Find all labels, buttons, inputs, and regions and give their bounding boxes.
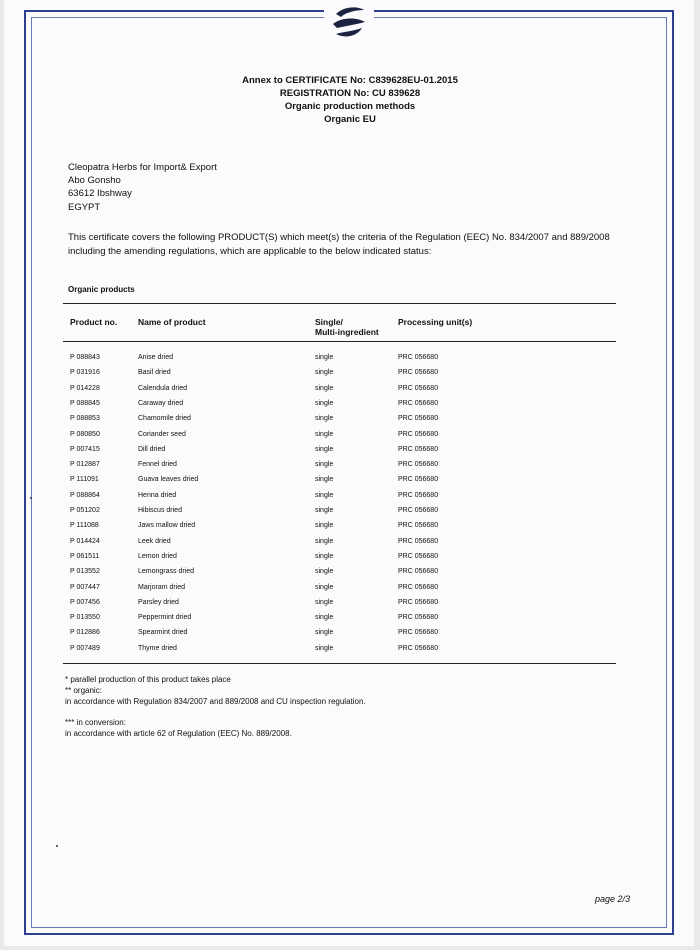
table-row — [0, 353, 700, 368]
scan-speck — [30, 497, 32, 499]
ingredient-type-cell: single — [315, 415, 334, 423]
processing-unit-cell: PRC 056680 — [398, 354, 439, 361]
processing-unit-cell: PRC 056680 — [398, 430, 439, 438]
ingredient-type-cell: single — [315, 629, 334, 637]
table-row — [0, 414, 700, 429]
processing-unit-cell: PRC 056680 — [398, 568, 439, 576]
table-row — [0, 567, 700, 582]
processing-unit-cell: PRC 056680 — [398, 399, 439, 407]
processing-unit-cell: PRC 056680 — [398, 552, 439, 560]
processing-unit-cell: PRC 056680 — [398, 629, 439, 637]
ingredient-type-cell: single — [315, 614, 334, 622]
product-name-cell: Coriander seed — [138, 430, 186, 438]
footnotes — [65, 674, 625, 739]
ingredient-type-cell: single — [315, 568, 334, 576]
table-row — [0, 475, 700, 490]
product-name-cell: Calendula dried — [138, 384, 188, 392]
header-product-no: Product no. — [70, 317, 118, 327]
processing-unit-cell: PRC 056680 — [398, 644, 439, 652]
product-name-cell: Jaws mallow dried — [138, 522, 196, 530]
product-number-cell: P 088864 — [70, 491, 100, 499]
address-country: EGYPT — [68, 201, 101, 213]
product-number-cell: P 012887 — [70, 461, 100, 469]
footnote-conversion-text: in accordance with article 62 of Regulation (EEC) No. 889/2008. — [65, 729, 292, 738]
processing-unit-cell: PRC 056680 — [398, 491, 439, 499]
processing-unit-cell: PRC 056680 — [398, 507, 439, 514]
footnote-conversion-label: *** in conversion: — [65, 718, 126, 727]
ingredient-type-cell: single — [315, 430, 334, 438]
product-name-cell: Guava leaves dried — [138, 476, 199, 484]
organic-standard: Organic EU — [324, 114, 376, 125]
product-name-cell: Caraway dried — [138, 399, 184, 407]
processing-unit-cell: PRC 056680 — [398, 369, 439, 377]
annex-title: Annex to CERTIFICATE No: C839628EU-01.2015 — [242, 75, 458, 86]
scan-speck — [56, 845, 58, 847]
certifier-logo-icon — [324, 0, 374, 46]
product-number-cell: P 088853 — [70, 415, 100, 423]
header-single-line2: Multi-ingredient — [315, 327, 379, 337]
header-processing-unit: Processing unit(s) — [398, 317, 473, 327]
product-name-cell: Lemon dried — [138, 552, 177, 560]
processing-unit-cell: PRC 056680 — [398, 598, 439, 606]
header-product-name: Name of product — [138, 317, 206, 327]
table-row — [0, 399, 700, 414]
table-row — [0, 445, 700, 460]
table-row — [0, 430, 700, 445]
table-row — [0, 628, 700, 643]
header-single-multi — [315, 317, 379, 337]
product-number-cell: P 012886 — [70, 629, 100, 637]
product-number-cell: P 031916 — [70, 369, 100, 377]
product-name-cell: Basil dried — [138, 369, 171, 377]
product-number-cell: P 013550 — [70, 614, 100, 622]
product-name-cell: Henna dried — [138, 491, 177, 499]
ingredient-type-cell: single — [315, 644, 334, 652]
table-row — [0, 598, 700, 613]
registration-number: REGISTRATION No: CU 839628 — [279, 88, 421, 99]
ingredient-type-cell: single — [315, 384, 334, 392]
table-bottom-rule — [63, 663, 616, 664]
certificate-header — [0, 74, 700, 126]
product-number-cell: P 088843 — [70, 354, 100, 361]
product-number-cell: P 007456 — [70, 598, 100, 606]
certificate-intro: This certificate covers the following PRODUCT(S) which meet(s) the criteria of the Regulation (EEC) No. 834/2007 and 889/2008 including the amending regulations, which are applicable to the below indicated status: — [68, 232, 610, 257]
processing-unit-cell: PRC 056680 — [398, 583, 439, 591]
processing-unit-cell: PRC 056680 — [398, 415, 439, 423]
table-row — [0, 583, 700, 598]
product-name-cell: Chamomile dried — [138, 415, 191, 423]
product-number-cell: P 111088 — [70, 522, 99, 530]
table-row — [0, 521, 700, 536]
table-row — [0, 506, 700, 521]
table-row — [0, 613, 700, 628]
table-header-rule — [63, 341, 616, 342]
ingredient-type-cell: single — [315, 598, 334, 606]
processing-unit-cell: PRC 056680 — [398, 461, 439, 469]
company-address — [68, 161, 217, 214]
table-top-rule — [63, 303, 616, 304]
product-name-cell: Parsley dried — [138, 598, 179, 606]
ingredient-type-cell: single — [315, 537, 334, 545]
product-name-cell: Peppermint dried — [138, 614, 192, 622]
product-number-cell: P 088845 — [70, 399, 100, 407]
product-name-cell: Lemongrass dried — [138, 568, 195, 576]
ingredient-type-cell: single — [315, 399, 334, 407]
product-name-cell: Hibiscus dried — [138, 507, 182, 514]
product-number-cell: P 007447 — [70, 583, 100, 591]
product-number-cell: P 061511 — [70, 552, 100, 560]
footnote-organic-text: in accordance with Regulation 834/2007 and 889/2008 and CU inspection regulation. — [65, 697, 366, 706]
table-row — [0, 491, 700, 506]
product-name-cell: Spearmint dried — [138, 629, 188, 637]
product-name-cell: Fennel dried — [138, 461, 177, 469]
ingredient-type-cell: single — [315, 522, 334, 530]
product-number-cell: P 007489 — [70, 644, 100, 652]
ingredient-type-cell: single — [315, 491, 334, 499]
address-city: 63612 Ibshway — [68, 188, 132, 200]
product-number-cell: P 013552 — [70, 568, 100, 576]
ingredient-type-cell: single — [315, 552, 334, 560]
product-number-cell: P 014424 — [70, 537, 100, 545]
processing-unit-cell: PRC 056680 — [398, 537, 439, 545]
company-name: Cleopatra Herbs for Import& Export — [68, 162, 217, 173]
product-number-cell: P 007415 — [70, 445, 100, 453]
footnote-organic-label: ** organic: — [65, 686, 102, 695]
table-row — [0, 552, 700, 567]
processing-unit-cell: PRC 056680 — [398, 614, 439, 622]
ingredient-type-cell: single — [315, 369, 334, 377]
table-row — [0, 460, 700, 475]
product-name-cell: Leek dried — [138, 537, 171, 545]
address-street: Abo Gonsho — [68, 175, 121, 187]
table-row — [0, 384, 700, 399]
processing-unit-cell: PRC 056680 — [398, 522, 439, 530]
table-row — [0, 368, 700, 383]
ingredient-type-cell: single — [315, 445, 334, 453]
product-number-cell: P 051202 — [70, 507, 100, 514]
ingredient-type-cell: single — [315, 461, 334, 469]
table-row — [0, 537, 700, 552]
header-single-line1: Single/ — [315, 317, 343, 327]
product-name-cell: Thyme dried — [138, 644, 177, 652]
ingredient-type-cell: single — [315, 476, 334, 484]
page-number: page 2/3 — [595, 894, 631, 904]
product-number-cell: P 014228 — [70, 384, 100, 392]
product-name-cell: Marjoram dried — [138, 583, 186, 591]
product-name-cell: Dill dried — [138, 445, 166, 453]
product-number-cell: P 080850 — [70, 430, 100, 438]
table-row — [0, 644, 700, 659]
processing-unit-cell: PRC 056680 — [398, 445, 439, 453]
ingredient-type-cell: single — [315, 583, 334, 591]
ingredient-type-cell: single — [315, 354, 334, 361]
processing-unit-cell: PRC 056680 — [398, 384, 439, 392]
product-name-cell: Anise dried — [138, 354, 174, 361]
production-method: Organic production methods — [284, 101, 416, 112]
footnote-parallel: * parallel production of this product takes place — [65, 675, 231, 684]
section-title: Organic products — [68, 285, 135, 294]
ingredient-type-cell: single — [315, 507, 334, 514]
processing-unit-cell: PRC 056680 — [398, 476, 439, 484]
product-number-cell: P 111091 — [70, 476, 99, 484]
